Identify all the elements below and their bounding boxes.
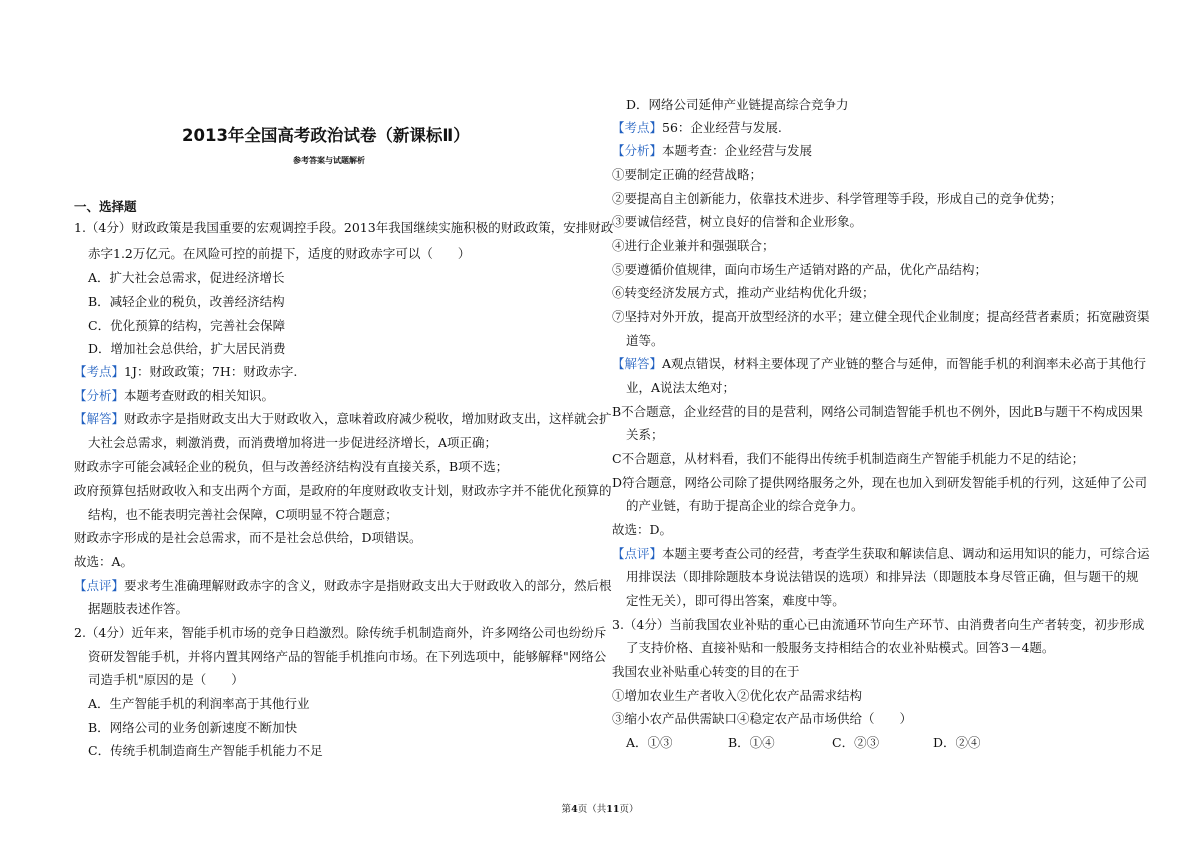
question-3-option-b: B．①④	[728, 735, 775, 750]
question-3-stem-cont: ③缩小农产品供需缺口④稳定农产品市场供给（ ）	[612, 711, 913, 726]
jieda-tag: 【解答】	[612, 356, 663, 371]
question-2-stem: 2.（4分）近年来，智能手机市场的竞争日趋激烈。除传统手机制造商外，许多网络公司也纷纷斥	[74, 625, 607, 640]
footer-page-number: 4	[571, 804, 578, 815]
question-1-dianping-line: 据题肢表述作答。	[88, 601, 189, 616]
question-1-jieda-line: 大社会总需求，刺激消费，而消费增加将进一步促进经济增长，A项正确；	[88, 435, 498, 450]
question-2-dianping	[612, 546, 1150, 562]
analysis-point-1: ①要制定正确的经营战略；	[612, 167, 763, 182]
question-2-kaodian	[612, 120, 782, 136]
jieda-tag: 【解答】	[74, 411, 125, 426]
question-3-stem: 3.（4分）当前我国农业补贴的重心已由流通环节向生产环节、由消费者向生产者转变，初步形成	[612, 617, 1145, 632]
analysis-point-7: ⑦坚持对外开放，提高开放型经济的水平；建立健全现代企业制度；提高经营者素质；拓宽融资渠	[612, 309, 1150, 324]
question-1-kaodian	[74, 364, 297, 380]
question-1-jieda-line: 财政赤字可能会减轻企业的税负，但与改善经济结构没有直接关系，B项不选；	[74, 459, 509, 474]
kaodian-text: 1J：财政政策；7H：财政赤字.	[124, 364, 298, 379]
question-2-fenxi	[612, 143, 812, 159]
question-3-option-c: C．②③	[832, 735, 880, 750]
analysis-point-5: ⑤要遵循价值规律，面向市场生产适销对路的产品，优化产品结构；	[612, 262, 988, 277]
question-1-option-c: C．优化预算的结构，完善社会保障	[88, 318, 286, 333]
question-1-jieda	[74, 411, 612, 427]
jieda-text: 财政赤字是指财政支出大于财政收入，意味着政府减少税收，增加财政支出，这样就会扩	[124, 411, 612, 426]
question-2-dianping-line: 用排误法（即排除题肢本身说法错误的选项）和排异法（即题肢本身尽管正确，但与题干的规	[626, 569, 1139, 584]
question-2-jieda-line: D符合题意，网络公司除了提供网络服务之外，现在也加入到研发智能手机的行列，这延伸了公司	[612, 475, 1148, 490]
page-subtitle: 参考答案与试题解析	[293, 156, 365, 165]
page-footer	[0, 801, 1200, 815]
question-1-option-d: D．增加社会总供给，扩大居民消费	[88, 341, 286, 356]
jieda-text: A观点错误，材料主要体现了产业链的整合与延伸，而智能手机的利润率未必高于其他行	[662, 356, 1147, 371]
dianping-tag: 【点评】	[612, 546, 663, 561]
question-2-option-c: C．传统手机制造商生产智能手机能力不足	[88, 743, 323, 758]
question-2-dianping-line: 定性无关），即可得出答案，难度中等。	[626, 593, 845, 608]
question-2-jieda	[612, 356, 1146, 372]
question-3-option-d: D．②④	[933, 735, 981, 750]
question-2-jieda-line: 业，A说法太绝对；	[626, 380, 736, 395]
question-1-jieda-line: 财政赤字形成的是社会总需求，而不是社会总供给，D项错误。	[74, 530, 422, 545]
footer-total-pages: 11	[606, 804, 620, 815]
question-1-jieda-line: 政府预算包括财政收入和支出两个方面，是政府的年度财政收支计划，财政赤字并不能优化预算的	[74, 483, 612, 498]
question-2-jieda-line: B不合题意，企业经营的目的是营利，网络公司制造智能手机也不例外，因此B与题干不构成因果	[612, 404, 1143, 419]
section-heading: 一、选择题	[74, 199, 137, 214]
question-2-stem-cont: 资研发智能手机，并将内置其网络产品的智能手机推向市场。在下列选项中，能够解释"网络公	[88, 649, 607, 664]
fenxi-tag: 【分析】	[74, 388, 125, 403]
dianping-tag: 【点评】	[74, 578, 125, 593]
question-1-dianping	[74, 578, 612, 594]
question-2-option-b: B．网络公司的业务创新速度不断加快	[88, 720, 298, 735]
question-3-stem-cont: 了支持价格、直接补贴和一般服务支持相结合的农业补贴模式。回答3－4题。	[626, 640, 1055, 655]
question-1-stem: 1.（4分）财政政策是我国重要的宏观调控手段。2013年我国继续实施积极的财政政策，安排财政	[74, 220, 614, 235]
dianping-text: 本题主要考查公司的经营，考查学生获取和解读信息、调动和运用知识的能力，可综合运	[662, 546, 1150, 561]
question-1-jieda-line: 结构，也不能表明完善社会保障，C项明显不符合题意；	[88, 507, 398, 522]
question-2-answer: 故选：D。	[612, 522, 673, 537]
analysis-point-3: ③要诚信经营，树立良好的信誉和企业形象。	[612, 214, 863, 229]
question-3-stem-cont: ①增加农业生产者收入②优化农产品需求结构	[612, 688, 863, 703]
question-1-stem-cont: 赤字1.2万亿元。在风险可控的前提下，适度的财政赤字可以（ ）	[88, 246, 471, 261]
question-2-option-a: A．生产智能手机的利润率高于其他行业	[88, 696, 310, 711]
question-2-option-d: D．网络公司延伸产业链提高综合竞争力	[626, 97, 849, 112]
question-1-option-b: B．减轻企业的税负，改善经济结构	[88, 294, 285, 309]
analysis-point-6: ⑥转变经济发展方式，推动产业结构优化升级；	[612, 285, 875, 300]
question-2-jieda-line: C不合题意，从材料看，我们不能得出传统手机制造商生产智能手机能力不足的结论；	[612, 451, 1085, 466]
question-2-jieda-line: 关系；	[626, 427, 664, 442]
footer-suffix: 页）	[619, 804, 639, 815]
fenxi-text: 本题考查：企业经营与发展	[662, 143, 813, 158]
question-1-option-a: A．扩大社会总需求，促进经济增长	[88, 270, 285, 285]
kaodian-text: 56：企业经营与发展.	[662, 120, 782, 135]
question-2-jieda-line: 的产业链，有助于提高企业的综合竞争力。	[626, 498, 864, 513]
question-2-stem-cont: 司造手机"原因的是（ ）	[88, 672, 244, 687]
page-title: 2013年全国高考政治试卷（新课标Ⅱ）	[182, 126, 470, 145]
kaodian-tag: 【考点】	[74, 364, 125, 379]
dianping-text: 要求考生准确理解财政赤字的含义，财政赤字是指财政支出大于财政收入的部分，然后根	[124, 578, 612, 593]
footer-prefix: 第	[561, 804, 572, 815]
footer-mid: 页（共	[577, 804, 607, 815]
fenxi-tag: 【分析】	[612, 143, 663, 158]
kaodian-tag: 【考点】	[612, 120, 663, 135]
analysis-point-4: ④进行企业兼并和强强联合；	[612, 238, 775, 253]
fenxi-text: 本题考查财政的相关知识。	[124, 388, 275, 403]
analysis-point-7-cont: 道等。	[626, 333, 664, 348]
question-1-answer: 故选：A。	[74, 554, 134, 569]
question-1-fenxi	[74, 388, 274, 404]
question-3-stem-cont: 我国农业补贴重心转变的目的在于	[612, 664, 800, 679]
analysis-point-2: ②要提高自主创新能力，依靠技术进步、科学管理等手段，形成自己的竞争优势；	[612, 191, 1063, 206]
question-3-option-a: A．①③	[626, 735, 673, 750]
